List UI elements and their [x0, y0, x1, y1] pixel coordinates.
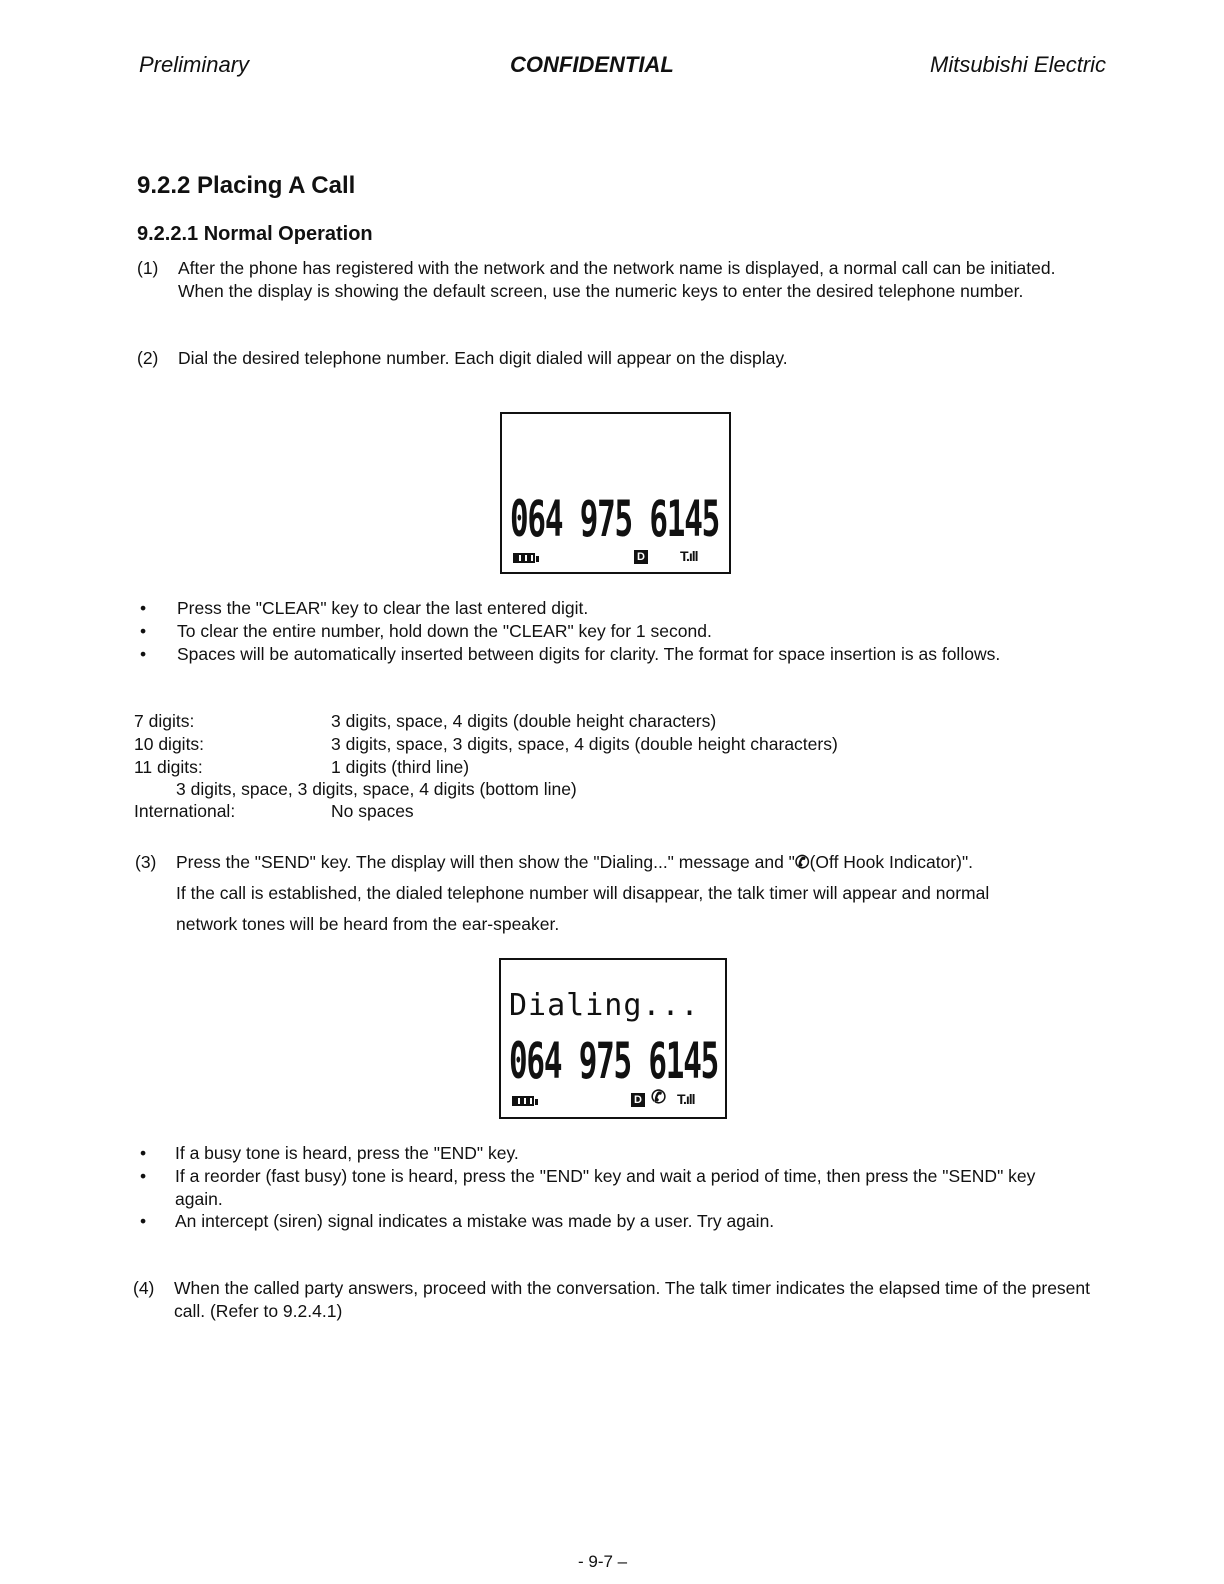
phone-display-2 [499, 958, 727, 1119]
battery-icon [512, 1096, 534, 1106]
format-11-value: 1 digits (third line) [331, 757, 470, 777]
header-right: Mitsubishi Electric [930, 52, 1107, 77]
bullet-symbol: • [140, 1143, 147, 1163]
format-11-label: 11 digits: [134, 757, 203, 777]
step-1-number: (1) [137, 258, 159, 278]
format-7-value: 3 digits, space, 4 digits (double height characters) [331, 711, 717, 731]
step-4-number: (4) [133, 1278, 155, 1298]
bullet-busy-tone: If a busy tone is heard, press the "END" key. [175, 1143, 519, 1163]
bullet-symbol: • [140, 1166, 147, 1186]
format-intl-label: International: [134, 801, 236, 821]
format-10-value: 3 digits, space, 3 digits, space, 4 digits (double height characters) [331, 734, 838, 754]
step-3-number: (3) [135, 852, 157, 872]
step-3-line-3: network tones will be heard from the ear-speaker. [176, 914, 560, 934]
bullet-clear-digit: Press the "CLEAR" key to clear the last entered digit. [177, 598, 589, 618]
section-title: 9.2.2 Placing A Call [137, 172, 356, 199]
format-7-label: 7 digits: [134, 711, 195, 731]
signal-strength-icon: T.ıll [677, 1091, 695, 1107]
phone-display-1 [500, 412, 731, 574]
d-indicator-icon: D [631, 1093, 645, 1107]
header-center: CONFIDENTIAL [510, 52, 674, 77]
bullet-symbol: • [140, 1211, 147, 1231]
step-1-text: After the phone has registered with the network and the network name is displayed, a normal call can be initiated. When the display is showing the default screen, use the numeric keys to enter the desired telephone number. [178, 258, 1056, 301]
format-11-continuation: 3 digits, space, 3 digits, space, 4 digits (bottom line) [176, 779, 577, 799]
step-3-line-2: If the call is established, the dialed telephone number will disappear, the talk timer will appear and normal [176, 883, 990, 903]
step-3-text-a: Press the "SEND" key. The display will then show the "Dialing..." message and " [176, 852, 795, 872]
step-2-text: Dial the desired telephone number. Each digit dialed will appear on the display. [178, 348, 788, 368]
display-1-number: 064 975 6145 [510, 490, 720, 548]
step-4-text: When the called party answers, proceed with the conversation. The talk timer indicates the elapsed time of the present call. (Refer to 9.2.4.1) [174, 1278, 1090, 1321]
step-3-text-b: (Off Hook Indicator)". [809, 852, 974, 872]
header-left: Preliminary [139, 52, 250, 77]
subsection-title: 9.2.2.1 Normal Operation [137, 223, 373, 245]
off-hook-icon: ✆ [794, 852, 810, 872]
d-indicator-icon: D [634, 550, 648, 564]
battery-icon [513, 553, 535, 563]
signal-strength-icon: T.ıll [680, 548, 698, 564]
off-hook-icon: ✆ [651, 1087, 667, 1107]
bullet-clear-number: To clear the entire number, hold down the "CLEAR" key for 1 second. [177, 621, 712, 641]
format-10-label: 10 digits: [134, 734, 205, 754]
bullet-intercept: An intercept (siren) signal indicates a mistake was made by a user. Try again. [175, 1211, 775, 1231]
bullet-reorder-tone: If a reorder (fast busy) tone is heard, press the "END" key and wait a period of time, then press the "SEND" key again. [175, 1166, 1036, 1209]
bullet-symbol: • [140, 598, 147, 618]
format-intl-value: No spaces [331, 801, 414, 821]
display-2-message: Dialing... [509, 988, 700, 1023]
bullet-spaces: Spaces will be automatically inserted between digits for clarity. The format for space insertion is as follows. [177, 644, 1001, 664]
step-3-line-1 [176, 851, 1106, 874]
display-2-number: 064 975 6145 [509, 1032, 719, 1090]
bullet-symbol: • [140, 644, 147, 664]
page-number: - 9-7 – [578, 1552, 628, 1571]
step-2-number: (2) [137, 348, 159, 368]
bullet-symbol: • [140, 621, 147, 641]
